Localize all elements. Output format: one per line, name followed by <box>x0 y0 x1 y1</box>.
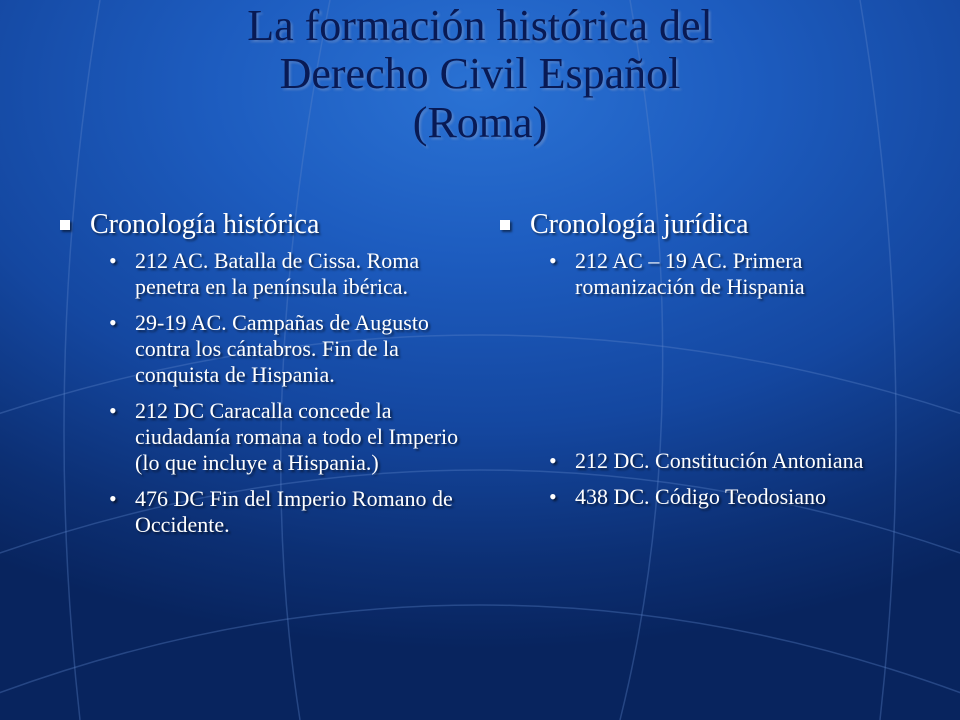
title-line-3: (Roma) <box>412 97 548 147</box>
list-item-text: 438 DC. Código Teodosiano <box>575 483 827 509</box>
bullet-dot-icon: • <box>549 447 557 473</box>
slide-title <box>100 2 860 147</box>
list-item-text: 476 DC Fin del Imperio Romano de Occidente. <box>135 485 453 537</box>
left-list <box>55 248 475 538</box>
title-line-2: Derecho Civil Español <box>279 49 681 99</box>
list-item <box>55 248 475 300</box>
list-item-text: 29-19 AC. Campañas de Augusto contra los cántabros. Fin de la conquista de Hispania. <box>135 309 429 387</box>
bullet-dot-icon: • <box>109 247 117 273</box>
right-heading <box>495 208 915 242</box>
list-item <box>495 484 915 510</box>
left-heading-text: Cronología histórica <box>90 209 320 240</box>
list-item <box>55 310 475 388</box>
list-item <box>495 248 915 300</box>
square-bullet-icon <box>60 220 70 230</box>
title-line-1: La formación histórica del <box>247 1 713 50</box>
bullet-dot-icon: • <box>549 247 557 273</box>
bullet-dot-icon: • <box>109 309 117 335</box>
list-item-text: 212 DC Caracalla concede la ciudadanía romana a todo el Imperio (lo que incluye a Hispania.) <box>135 397 459 475</box>
list-item <box>55 398 475 476</box>
square-bullet-icon <box>500 220 510 230</box>
list-item-text: 212 AC. Batalla de Cissa. Roma penetra en la península ibérica. <box>135 247 420 299</box>
left-column <box>55 208 475 548</box>
list-item-text: 212 AC – 19 AC. Primera romanización de Hispania <box>575 247 805 299</box>
list-spacer <box>495 310 915 448</box>
list-item <box>55 486 475 538</box>
right-column <box>495 208 915 520</box>
bullet-dot-icon: • <box>109 397 117 423</box>
right-heading-text: Cronología jurídica <box>530 209 749 240</box>
left-heading <box>55 208 475 242</box>
right-list <box>495 248 915 510</box>
bullet-dot-icon: • <box>109 485 117 511</box>
list-item <box>495 448 915 474</box>
bullet-dot-icon: • <box>549 483 557 509</box>
list-item-text: 212 DC. Constitución Antoniana <box>575 447 864 473</box>
